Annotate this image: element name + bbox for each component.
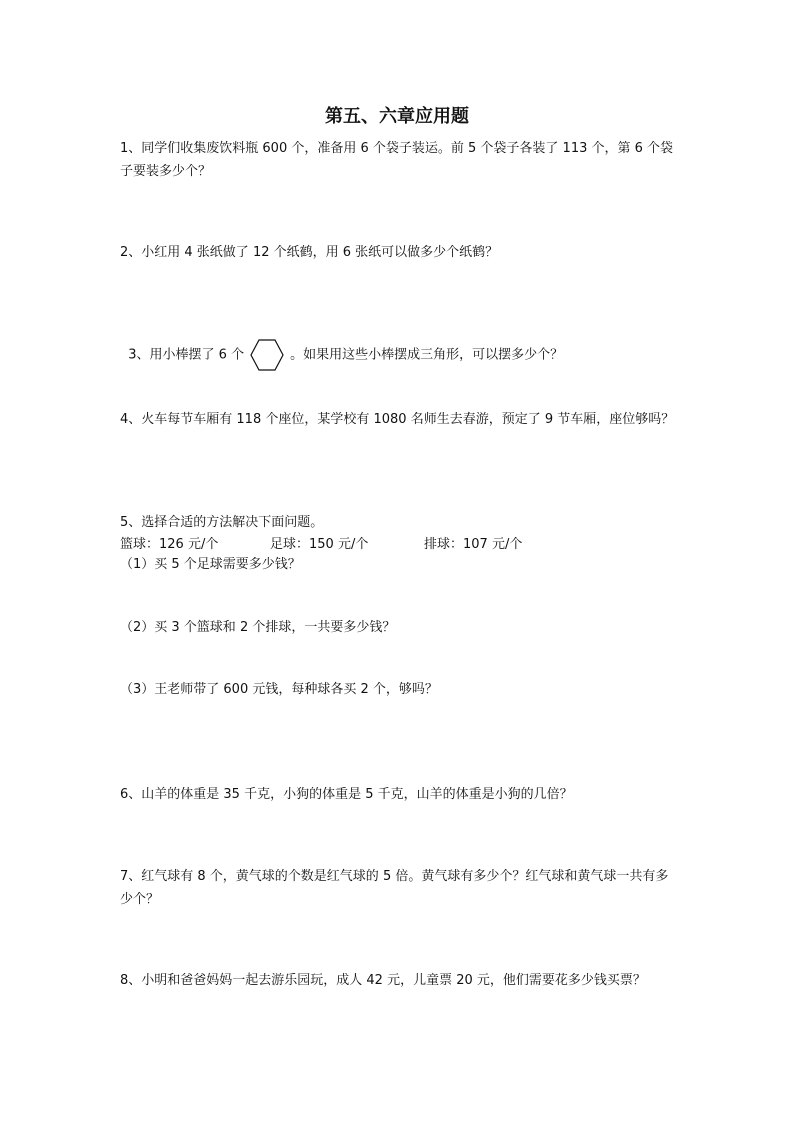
question-1: 1、同学们收集废饮料瓶 600 个，准备用 6 个袋子装运。前 5 个袋子各装了 113 个，第 6 个袋子要装多少个？ (120, 141, 674, 179)
question-5-1: （1）买 5 个足球需要多少钱？ (120, 557, 301, 572)
question-6: 6、山羊的体重是 35 千克，小狗的体重是 5 千克，山羊的体重是小狗的几倍？ (120, 787, 573, 802)
price-football: 足球：150 元/个 (270, 537, 369, 552)
hexagon-icon (250, 339, 284, 371)
page-title: 第五、六章应用题 (325, 106, 469, 127)
question-3 (120, 316, 680, 371)
price-volleyball: 排球：107 元/个 (424, 537, 523, 552)
question-7: 7、红气球有 8 个，黄气球的个数是红气球的 5 倍。黄气球有多少个？红气球和黄气球一共有多少个？ (120, 869, 669, 907)
question-2: 2、小红用 4 张纸做了 12 个纸鹤，用 6 张纸可以做多少个纸鹤？ (120, 245, 499, 260)
question-5: 5、选择合适的方法解决下面问题。 (120, 515, 324, 530)
question-3-text-after: 。如果用这些小棒摆成三角形，可以摆多少个？ (290, 347, 564, 363)
question-4: 4、火车每节车厢有 118 个座位，某学校有 1080 名师生去春游，预定了 9 节车厢，座位够吗？ (120, 412, 675, 427)
question-8: 8、小明和爸爸妈妈一起去游乐园玩，成人 42 元，儿童票 20 元，他们需要花多少钱买票？ (120, 973, 646, 988)
question-3-text-before: 3、用小棒摆了 6 个 (128, 347, 245, 363)
question-5-3: （3）王老师带了 600 元钱，每种球各买 2 个，够吗？ (120, 682, 438, 697)
price-basketball: 篮球：126 元/个 (120, 537, 219, 552)
question-5-2: （2）买 3 个篮球和 2 个排球，一共要多少钱？ (120, 620, 396, 635)
